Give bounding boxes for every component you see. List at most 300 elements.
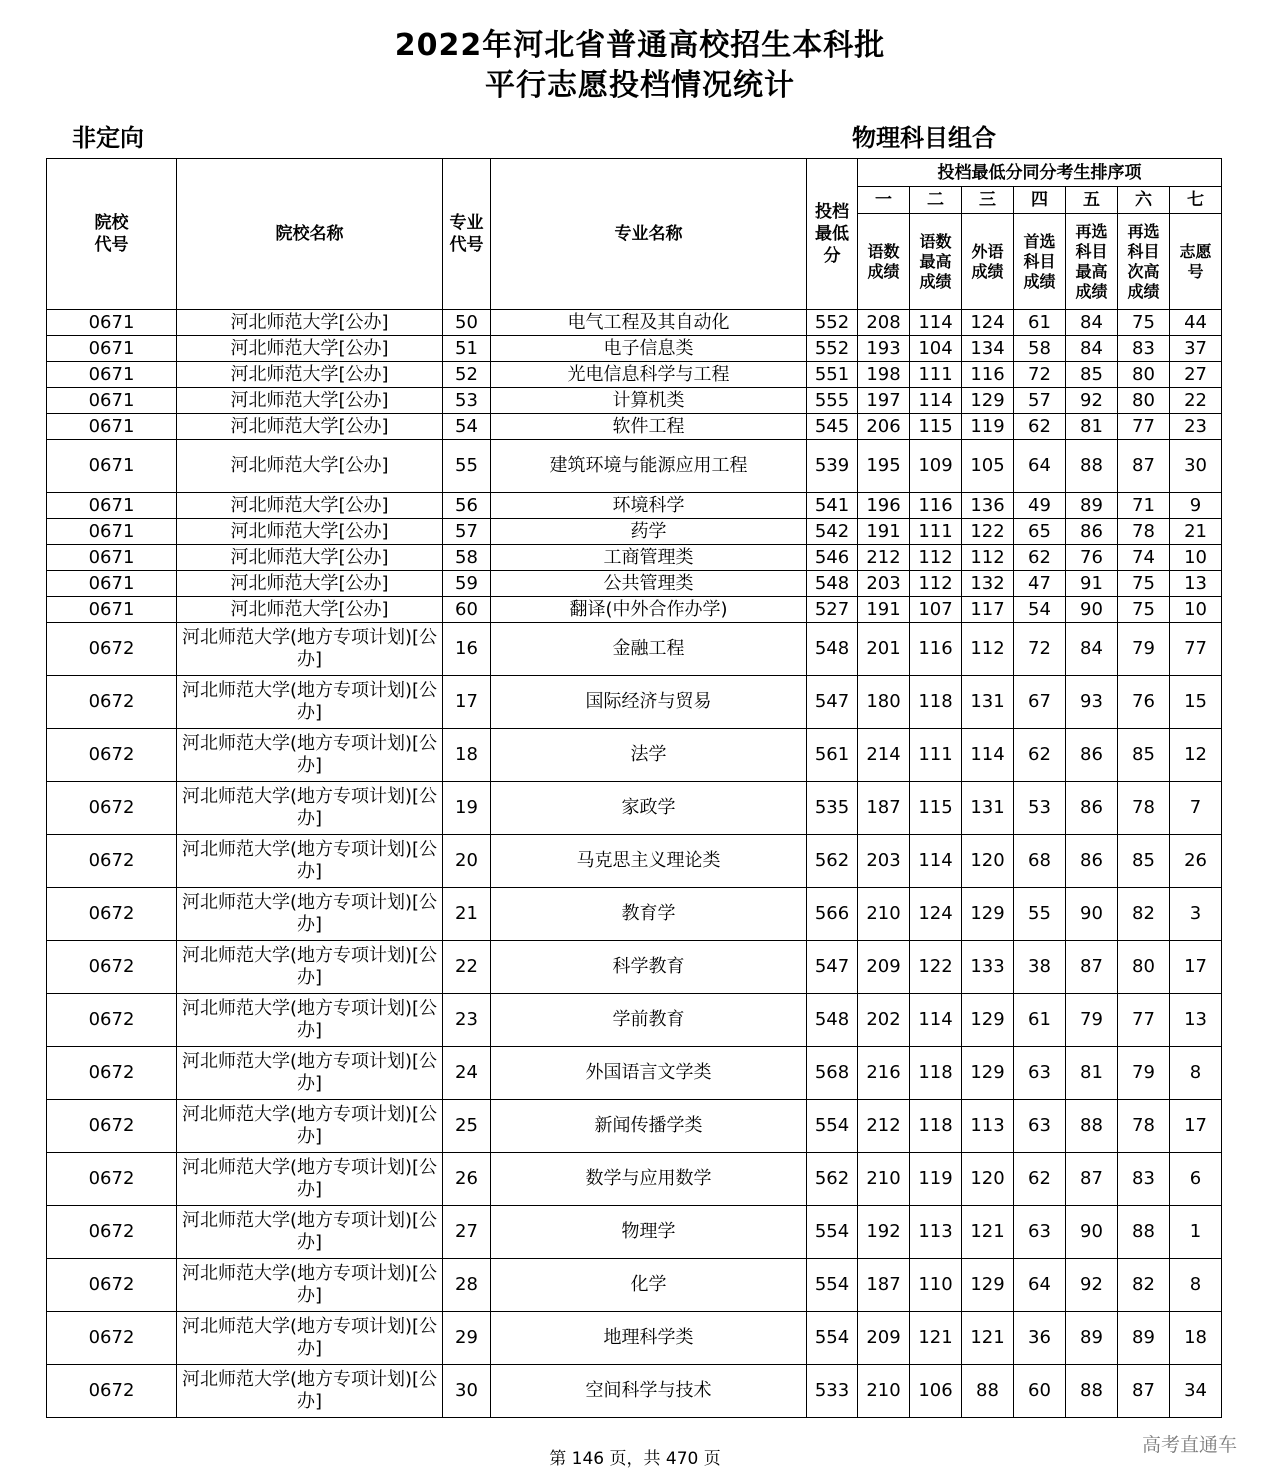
header-major-code: 专业代号 — [443, 159, 491, 310]
tie-value-cell: 196 — [858, 493, 910, 519]
tie-value-cell: 84 — [1066, 623, 1118, 676]
tie-value-cell: 85 — [1118, 729, 1170, 782]
header-tie-col: 再选科目最高成绩 — [1066, 214, 1118, 310]
table-row — [47, 1259, 1222, 1312]
tie-value-cell: 180 — [858, 676, 910, 729]
school-code-cell: 0671 — [47, 493, 177, 519]
tie-value-cell: 85 — [1066, 362, 1118, 388]
school-code-cell: 0671 — [47, 571, 177, 597]
min-score-cell: 548 — [807, 571, 858, 597]
min-score-cell: 547 — [807, 941, 858, 994]
school-code-cell: 0672 — [47, 676, 177, 729]
min-score-cell: 568 — [807, 1047, 858, 1100]
tie-value-cell: 121 — [962, 1312, 1014, 1365]
school-code-cell: 0672 — [47, 1259, 177, 1312]
tie-value-cell: 87 — [1066, 941, 1118, 994]
tie-value-cell: 92 — [1066, 388, 1118, 414]
school-name-cell: 河北师范大学(地方专项计划)[公办] — [177, 1312, 443, 1365]
tie-value-cell: 7 — [1170, 782, 1222, 835]
major-name-cell: 马克思主义理论类 — [491, 835, 807, 888]
tie-value-cell: 72 — [1014, 362, 1066, 388]
tie-value-cell: 209 — [858, 1312, 910, 1365]
school-name-cell: 河北师范大学[公办] — [177, 388, 443, 414]
min-score-cell: 562 — [807, 1153, 858, 1206]
tie-value-cell: 84 — [1066, 336, 1118, 362]
tie-value-cell: 106 — [910, 1365, 962, 1418]
table-row — [47, 888, 1222, 941]
major-code-cell: 26 — [443, 1153, 491, 1206]
school-code-cell: 0672 — [47, 888, 177, 941]
tie-value-cell: 13 — [1170, 994, 1222, 1047]
header-rank: 一 — [858, 187, 910, 214]
tie-value-cell: 81 — [1066, 414, 1118, 440]
min-score-cell: 548 — [807, 623, 858, 676]
min-score-cell: 554 — [807, 1206, 858, 1259]
tie-value-cell: 114 — [910, 994, 962, 1047]
min-score-cell: 555 — [807, 388, 858, 414]
school-name-cell: 河北师范大学[公办] — [177, 519, 443, 545]
major-name-cell: 教育学 — [491, 888, 807, 941]
school-name-cell: 河北师范大学[公办] — [177, 310, 443, 336]
header-rank: 六 — [1118, 187, 1170, 214]
tie-value-cell: 124 — [910, 888, 962, 941]
table-row — [47, 994, 1222, 1047]
major-name-cell: 翻译(中外合作办学) — [491, 597, 807, 623]
table-row — [47, 1206, 1222, 1259]
tie-value-cell: 63 — [1014, 1047, 1066, 1100]
tie-value-cell: 79 — [1066, 994, 1118, 1047]
tie-value-cell: 1 — [1170, 1206, 1222, 1259]
tie-value-cell: 23 — [1170, 414, 1222, 440]
min-score-cell: 562 — [807, 835, 858, 888]
table-row — [47, 782, 1222, 835]
header-tie-col: 首选科目成绩 — [1014, 214, 1066, 310]
tie-value-cell: 15 — [1170, 676, 1222, 729]
tie-value-cell: 193 — [858, 336, 910, 362]
school-code-cell: 0672 — [47, 941, 177, 994]
school-code-cell: 0672 — [47, 994, 177, 1047]
major-code-cell: 28 — [443, 1259, 491, 1312]
tie-value-cell: 212 — [858, 545, 910, 571]
tie-value-cell: 110 — [910, 1259, 962, 1312]
tie-value-cell: 62 — [1014, 1153, 1066, 1206]
major-code-cell: 22 — [443, 941, 491, 994]
major-name-cell: 国际经济与贸易 — [491, 676, 807, 729]
table-row — [47, 1100, 1222, 1153]
tie-value-cell: 75 — [1118, 571, 1170, 597]
major-name-cell: 环境科学 — [491, 493, 807, 519]
school-name-cell: 河北师范大学(地方专项计划)[公办] — [177, 1206, 443, 1259]
page-title: 2022年河北省普通高校招生本科批 — [394, 28, 886, 63]
tie-value-cell: 88 — [1066, 1100, 1118, 1153]
table-row — [47, 835, 1222, 888]
tie-value-cell: 8 — [1170, 1259, 1222, 1312]
tie-value-cell: 121 — [910, 1312, 962, 1365]
tie-value-cell: 75 — [1118, 597, 1170, 623]
tie-value-cell: 84 — [1066, 310, 1118, 336]
major-code-cell: 52 — [443, 362, 491, 388]
tie-value-cell: 12 — [1170, 729, 1222, 782]
tie-value-cell: 113 — [910, 1206, 962, 1259]
tie-value-cell: 80 — [1118, 941, 1170, 994]
school-code-cell: 0671 — [47, 388, 177, 414]
major-name-cell: 物理学 — [491, 1206, 807, 1259]
header-school-name: 院校名称 — [177, 159, 443, 310]
major-code-cell: 19 — [443, 782, 491, 835]
tie-value-cell: 209 — [858, 941, 910, 994]
category-label: 非定向 — [72, 124, 144, 152]
major-name-cell: 学前教育 — [491, 994, 807, 1047]
major-code-cell: 53 — [443, 388, 491, 414]
tie-value-cell: 72 — [1014, 623, 1066, 676]
tie-value-cell: 119 — [962, 414, 1014, 440]
major-name-cell: 光电信息科学与工程 — [491, 362, 807, 388]
tie-value-cell: 90 — [1066, 1206, 1118, 1259]
min-score-cell: 545 — [807, 414, 858, 440]
table-row — [47, 597, 1222, 623]
tie-value-cell: 53 — [1014, 782, 1066, 835]
school-code-cell: 0671 — [47, 362, 177, 388]
min-score-cell: 552 — [807, 336, 858, 362]
tie-value-cell: 17 — [1170, 1100, 1222, 1153]
major-name-cell: 电气工程及其自动化 — [491, 310, 807, 336]
tie-value-cell: 197 — [858, 388, 910, 414]
major-name-cell: 电子信息类 — [491, 336, 807, 362]
school-name-cell: 河北师范大学(地方专项计划)[公办] — [177, 835, 443, 888]
header-rank: 七 — [1170, 187, 1222, 214]
tie-value-cell: 67 — [1014, 676, 1066, 729]
major-code-cell: 25 — [443, 1100, 491, 1153]
header-tie-col: 再选科目次高成绩 — [1118, 214, 1170, 310]
major-name-cell: 计算机类 — [491, 388, 807, 414]
tie-value-cell: 113 — [962, 1100, 1014, 1153]
tie-value-cell: 122 — [910, 941, 962, 994]
tie-value-cell: 120 — [962, 1153, 1014, 1206]
school-name-cell: 河北师范大学[公办] — [177, 493, 443, 519]
tie-value-cell: 89 — [1118, 1312, 1170, 1365]
school-name-cell: 河北师范大学(地方专项计划)[公办] — [177, 941, 443, 994]
tie-value-cell: 57 — [1014, 388, 1066, 414]
major-code-cell: 54 — [443, 414, 491, 440]
header-rank: 三 — [962, 187, 1014, 214]
tie-value-cell: 64 — [1014, 1259, 1066, 1312]
tie-value-cell: 87 — [1066, 1153, 1118, 1206]
header-rank: 五 — [1066, 187, 1118, 214]
tie-value-cell: 61 — [1014, 994, 1066, 1047]
tie-value-cell: 210 — [858, 888, 910, 941]
tie-value-cell: 198 — [858, 362, 910, 388]
min-score-cell: 542 — [807, 519, 858, 545]
tie-value-cell: 124 — [962, 310, 1014, 336]
tie-value-cell: 88 — [1118, 1206, 1170, 1259]
min-score-cell: 566 — [807, 888, 858, 941]
major-code-cell: 59 — [443, 571, 491, 597]
tie-value-cell: 49 — [1014, 493, 1066, 519]
tie-value-cell: 89 — [1066, 1312, 1118, 1365]
min-score-cell: 552 — [807, 310, 858, 336]
tie-value-cell: 78 — [1118, 1100, 1170, 1153]
school-name-cell: 河北师范大学[公办] — [177, 440, 443, 493]
tie-value-cell: 27 — [1170, 362, 1222, 388]
tie-value-cell: 78 — [1118, 782, 1170, 835]
tie-value-cell: 210 — [858, 1365, 910, 1418]
tie-value-cell: 212 — [858, 1100, 910, 1153]
tie-value-cell: 63 — [1014, 1100, 1066, 1153]
min-score-cell: 535 — [807, 782, 858, 835]
tie-value-cell: 104 — [910, 336, 962, 362]
tie-value-cell: 54 — [1014, 597, 1066, 623]
min-score-cell: 551 — [807, 362, 858, 388]
major-name-cell: 空间科学与技术 — [491, 1365, 807, 1418]
table-row — [47, 1365, 1222, 1418]
tie-value-cell: 78 — [1118, 519, 1170, 545]
school-code-cell: 0672 — [47, 729, 177, 782]
tie-value-cell: 74 — [1118, 545, 1170, 571]
tie-value-cell: 87 — [1118, 1365, 1170, 1418]
tie-value-cell: 75 — [1118, 310, 1170, 336]
tie-value-cell: 111 — [910, 362, 962, 388]
school-name-cell: 河北师范大学(地方专项计划)[公办] — [177, 676, 443, 729]
tie-value-cell: 34 — [1170, 1365, 1222, 1418]
tie-value-cell: 114 — [910, 835, 962, 888]
major-name-cell: 工商管理类 — [491, 545, 807, 571]
tie-value-cell: 80 — [1118, 388, 1170, 414]
school-code-cell: 0671 — [47, 597, 177, 623]
tie-value-cell: 114 — [910, 388, 962, 414]
table-row — [47, 336, 1222, 362]
tie-value-cell: 115 — [910, 414, 962, 440]
tie-value-cell: 68 — [1014, 835, 1066, 888]
tie-value-cell: 118 — [910, 1047, 962, 1100]
school-name-cell: 河北师范大学(地方专项计划)[公办] — [177, 888, 443, 941]
tie-value-cell: 136 — [962, 493, 1014, 519]
tie-value-cell: 92 — [1066, 1259, 1118, 1312]
table-row — [47, 493, 1222, 519]
tie-value-cell: 86 — [1066, 729, 1118, 782]
tie-value-cell: 89 — [1066, 493, 1118, 519]
tie-value-cell: 82 — [1118, 888, 1170, 941]
major-name-cell: 软件工程 — [491, 414, 807, 440]
tie-value-cell: 64 — [1014, 440, 1066, 493]
school-code-cell: 0672 — [47, 1206, 177, 1259]
tie-value-cell: 86 — [1066, 782, 1118, 835]
major-name-cell: 公共管理类 — [491, 571, 807, 597]
tie-value-cell: 201 — [858, 623, 910, 676]
major-code-cell: 27 — [443, 1206, 491, 1259]
tie-value-cell: 90 — [1066, 597, 1118, 623]
school-name-cell: 河北师范大学(地方专项计划)[公办] — [177, 623, 443, 676]
tie-value-cell: 3 — [1170, 888, 1222, 941]
tie-value-cell: 87 — [1118, 440, 1170, 493]
school-name-cell: 河北师范大学[公办] — [177, 362, 443, 388]
table-row — [47, 676, 1222, 729]
tie-value-cell: 195 — [858, 440, 910, 493]
tie-value-cell: 58 — [1014, 336, 1066, 362]
tie-value-cell: 129 — [962, 888, 1014, 941]
tie-value-cell: 112 — [910, 571, 962, 597]
school-code-cell: 0672 — [47, 1312, 177, 1365]
page-footer: 第 146 页，共 470 页 — [549, 1449, 721, 1469]
major-code-cell: 18 — [443, 729, 491, 782]
tie-value-cell: 26 — [1170, 835, 1222, 888]
tie-value-cell: 30 — [1170, 440, 1222, 493]
tie-value-cell: 118 — [910, 1100, 962, 1153]
school-name-cell: 河北师范大学[公办] — [177, 545, 443, 571]
tie-value-cell: 107 — [910, 597, 962, 623]
tie-value-cell: 44 — [1170, 310, 1222, 336]
major-code-cell: 29 — [443, 1312, 491, 1365]
header-rank: 二 — [910, 187, 962, 214]
school-code-cell: 0672 — [47, 623, 177, 676]
tie-value-cell: 82 — [1118, 1259, 1170, 1312]
school-name-cell: 河北师范大学[公办] — [177, 571, 443, 597]
tie-value-cell: 206 — [858, 414, 910, 440]
tie-value-cell: 62 — [1014, 545, 1066, 571]
header-tie-col: 语数最高成绩 — [910, 214, 962, 310]
tie-value-cell: 191 — [858, 519, 910, 545]
tie-value-cell: 132 — [962, 571, 1014, 597]
tie-value-cell: 112 — [962, 623, 1014, 676]
page-subtitle: 平行志愿投档情况统计 — [485, 68, 795, 103]
tie-value-cell: 187 — [858, 782, 910, 835]
tie-value-cell: 111 — [910, 519, 962, 545]
school-name-cell: 河北师范大学[公办] — [177, 597, 443, 623]
tie-value-cell: 65 — [1014, 519, 1066, 545]
header-school-code: 院校代号 — [47, 159, 177, 310]
tie-value-cell: 36 — [1014, 1312, 1066, 1365]
tie-value-cell: 77 — [1170, 623, 1222, 676]
tie-value-cell: 88 — [1066, 440, 1118, 493]
tie-value-cell: 114 — [910, 310, 962, 336]
tie-value-cell: 134 — [962, 336, 1014, 362]
tie-value-cell: 120 — [962, 835, 1014, 888]
major-name-cell: 科学教育 — [491, 941, 807, 994]
school-code-cell: 0671 — [47, 440, 177, 493]
tie-value-cell: 83 — [1118, 336, 1170, 362]
school-name-cell: 河北师范大学(地方专项计划)[公办] — [177, 1047, 443, 1100]
tie-value-cell: 187 — [858, 1259, 910, 1312]
tie-value-cell: 116 — [910, 623, 962, 676]
tie-value-cell: 129 — [962, 388, 1014, 414]
min-score-cell: 548 — [807, 994, 858, 1047]
min-score-cell: 527 — [807, 597, 858, 623]
header-tie-col: 外语成绩 — [962, 214, 1014, 310]
school-name-cell: 河北师范大学(地方专项计划)[公办] — [177, 1153, 443, 1206]
school-name-cell: 河北师范大学(地方专项计划)[公办] — [177, 729, 443, 782]
tie-value-cell: 60 — [1014, 1365, 1066, 1418]
major-code-cell: 23 — [443, 994, 491, 1047]
tie-value-cell: 105 — [962, 440, 1014, 493]
tie-value-cell: 13 — [1170, 571, 1222, 597]
table-row — [47, 388, 1222, 414]
tie-value-cell: 191 — [858, 597, 910, 623]
tie-value-cell: 85 — [1118, 835, 1170, 888]
major-code-cell: 56 — [443, 493, 491, 519]
tie-value-cell: 62 — [1014, 414, 1066, 440]
table-row — [47, 623, 1222, 676]
major-code-cell: 24 — [443, 1047, 491, 1100]
major-name-cell: 法学 — [491, 729, 807, 782]
tie-value-cell: 76 — [1066, 545, 1118, 571]
table-row — [47, 414, 1222, 440]
tie-value-cell: 10 — [1170, 597, 1222, 623]
table-row — [47, 1312, 1222, 1365]
min-score-cell: 533 — [807, 1365, 858, 1418]
school-name-cell: 河北师范大学(地方专项计划)[公办] — [177, 994, 443, 1047]
major-name-cell: 数学与应用数学 — [491, 1153, 807, 1206]
tie-value-cell: 38 — [1014, 941, 1066, 994]
school-code-cell: 0671 — [47, 310, 177, 336]
tie-value-cell: 129 — [962, 1259, 1014, 1312]
header-min-score: 投档最低分 — [807, 159, 858, 310]
tie-value-cell: 208 — [858, 310, 910, 336]
school-name-cell: 河北师范大学(地方专项计划)[公办] — [177, 1100, 443, 1153]
tie-value-cell: 129 — [962, 1047, 1014, 1100]
tie-value-cell: 192 — [858, 1206, 910, 1259]
tie-value-cell: 61 — [1014, 310, 1066, 336]
school-name-cell: 河北师范大学(地方专项计划)[公办] — [177, 1365, 443, 1418]
major-code-cell: 55 — [443, 440, 491, 493]
tie-value-cell: 115 — [910, 782, 962, 835]
tie-value-cell: 88 — [962, 1365, 1014, 1418]
tie-value-cell: 79 — [1118, 623, 1170, 676]
school-name-cell: 河北师范大学[公办] — [177, 336, 443, 362]
school-code-cell: 0671 — [47, 414, 177, 440]
table-row — [47, 1153, 1222, 1206]
major-name-cell: 金融工程 — [491, 623, 807, 676]
tie-value-cell: 10 — [1170, 545, 1222, 571]
tie-value-cell: 119 — [910, 1153, 962, 1206]
school-code-cell: 0672 — [47, 835, 177, 888]
tie-value-cell: 131 — [962, 676, 1014, 729]
major-name-cell: 地理科学类 — [491, 1312, 807, 1365]
major-code-cell: 57 — [443, 519, 491, 545]
tie-value-cell: 81 — [1066, 1047, 1118, 1100]
tie-value-cell: 76 — [1118, 676, 1170, 729]
table-row — [47, 941, 1222, 994]
min-score-cell: 539 — [807, 440, 858, 493]
tie-value-cell: 203 — [858, 835, 910, 888]
tie-value-cell: 8 — [1170, 1047, 1222, 1100]
tie-value-cell: 116 — [962, 362, 1014, 388]
major-name-cell: 建筑环境与能源应用工程 — [491, 440, 807, 493]
subject-group-label: 物理科目组合 — [852, 124, 996, 152]
tie-value-cell: 214 — [858, 729, 910, 782]
table-row — [47, 571, 1222, 597]
major-code-cell: 30 — [443, 1365, 491, 1418]
major-code-cell: 58 — [443, 545, 491, 571]
tie-value-cell: 129 — [962, 994, 1014, 1047]
major-code-cell: 60 — [443, 597, 491, 623]
admission-table — [46, 158, 1222, 1418]
major-code-cell: 20 — [443, 835, 491, 888]
tie-value-cell: 77 — [1118, 994, 1170, 1047]
tie-value-cell: 83 — [1118, 1153, 1170, 1206]
tie-value-cell: 210 — [858, 1153, 910, 1206]
table-row — [47, 310, 1222, 336]
tie-value-cell: 18 — [1170, 1312, 1222, 1365]
header-tie-col: 语数成绩 — [858, 214, 910, 310]
tie-value-cell: 22 — [1170, 388, 1222, 414]
tie-value-cell: 121 — [962, 1206, 1014, 1259]
table-row — [47, 1047, 1222, 1100]
tie-value-cell: 6 — [1170, 1153, 1222, 1206]
tie-value-cell: 117 — [962, 597, 1014, 623]
min-score-cell: 547 — [807, 676, 858, 729]
min-score-cell: 554 — [807, 1312, 858, 1365]
major-code-cell: 51 — [443, 336, 491, 362]
school-code-cell: 0672 — [47, 1047, 177, 1100]
